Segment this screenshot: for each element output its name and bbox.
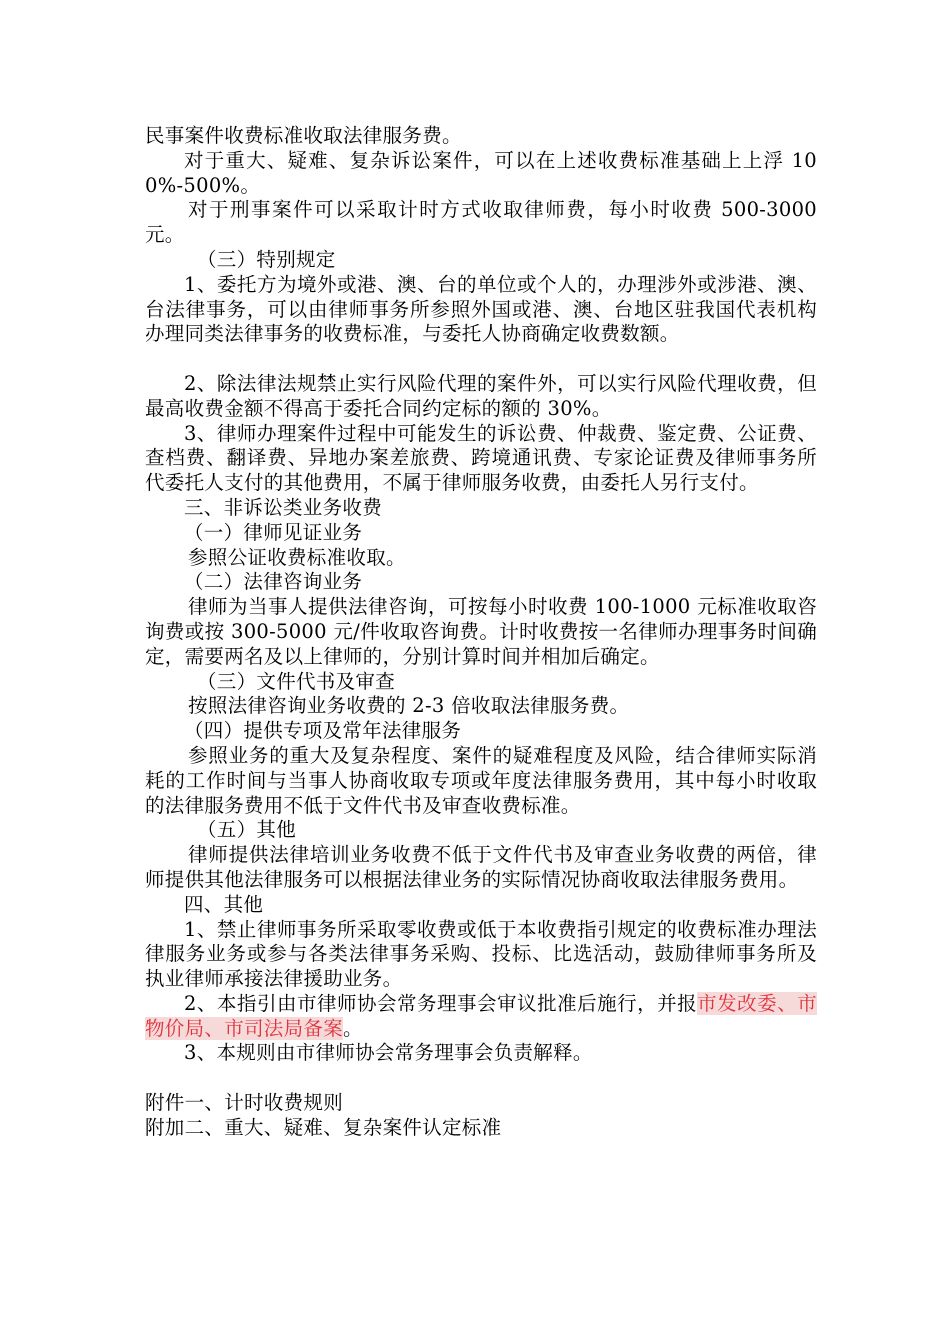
paragraph: 3、律师办理案件过程中可能发生的诉讼费、仲裁费、鉴定费、公证费、查档费、翻译费、异地办案差旅费、跨境通讯费、专家论证费及律师事务所代委托人支付的其他费用，不属于律师服务收费，由委托人另行支付。 (145, 421, 817, 495)
blank-line (145, 347, 817, 372)
paragraph: 律师为当事人提供法律咨询，可按每小时收费 100-1000 元标准收取咨询费或按 300-5000 元/件收取咨询费。计时收费按一名律师办理事务时间确定，需要两名及以上律师的，分别计算时间并相加后确定。 (145, 595, 817, 668)
paragraph: 对于重大、疑难、复杂诉讼案件，可以在上述收费标准基础上上浮 100%-500%。 (145, 148, 817, 197)
section-heading: （三）文件代书及审查 (197, 669, 396, 693)
attachment-line: 附件一、计时收费规则 (145, 1091, 344, 1115)
document-body (145, 124, 817, 1141)
paragraph-text: 2、本指引由市律师协会常务理事会审议批准后施行，并报 (184, 991, 698, 1015)
paragraph: 1、禁止律师事务所采取零收费或低于本收费指引规定的收费标准办理法律服务业务或参与各类法律事务采购、投标、比选活动，鼓励律师事务所及执业律师承接法律援助业务。 (145, 917, 817, 991)
section-heading: （二）法律咨询业务 (184, 570, 363, 594)
section-heading: （五）其他 (197, 818, 297, 842)
blank-line (145, 1066, 817, 1091)
paragraph: 2、除法律法规禁止实行风险代理的案件外，可以实行风险代理收费，但最高收费金额不得高于委托合同约定标的额的 30%。 (145, 371, 817, 420)
paragraph: 律师提供法律培训业务收费不低于文件代书及审查业务收费的两倍，律师提供其他法律服务可以根据法律业务的实际情况协商收取法律服务费用。 (145, 843, 817, 891)
attachment-line: 附加二、重大、疑难、复杂案件认定标准 (145, 1115, 502, 1139)
section-heading: 四、其他 (184, 892, 264, 916)
section-heading: （四）提供专项及常年法律服务 (184, 719, 462, 743)
paragraph: 参照公证收费标准收取。 (188, 545, 406, 569)
paragraph-text: 。 (343, 1016, 363, 1040)
section-heading: （三）特别规定 (197, 247, 336, 271)
highlighted-text: 市发改委、市物价局、市司法局备案 (145, 991, 817, 1040)
paragraph: 3、本规则由市律师协会常务理事会负责解释。 (184, 1041, 593, 1065)
paragraph: 民事案件收费标准收取法律服务费。 (145, 124, 462, 147)
paragraph (145, 992, 817, 1042)
section-heading: （一）律师见证业务 (184, 520, 363, 544)
paragraph: 按照法律咨询业务收费的 2-3 倍收取法律服务费。 (188, 694, 630, 718)
paragraph: 对于刑事案件可以采取计时方式收取律师费，每小时收费 500-3000 元。 (145, 198, 817, 247)
section-heading: 三、非诉讼类业务收费 (184, 495, 383, 519)
paragraph: 参照业务的重大及复杂程度、案件的疑难程度及风险，结合律师实际消耗的工作时间与当事人协商收取专项或年度法律服务费用，其中每小时收取的法律服务费用不低于文件代书及审查收费标准。 (145, 743, 817, 817)
paragraph: 1、委托方为境外或港、澳、台的单位或个人的，办理涉外或涉港、澳、台法律事务，可以由律师事务所参照外国或港、澳、台地区驻我国代表机构办理同类法律事务的收费标准，与委托人协商确定收费数额。 (145, 272, 817, 346)
